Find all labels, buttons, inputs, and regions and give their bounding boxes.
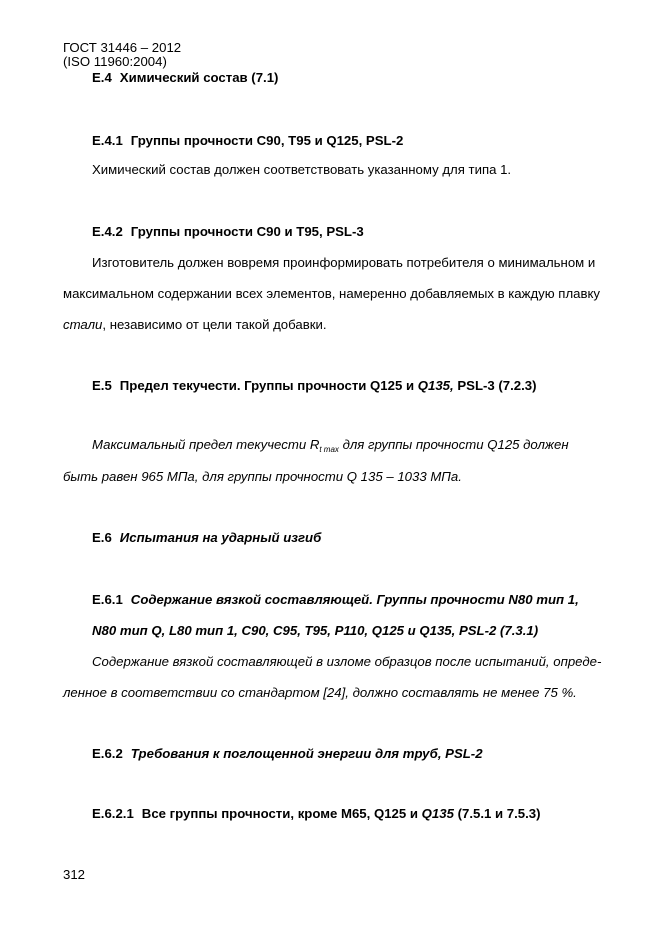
section-number: Е.4: [92, 70, 112, 85]
text-run: для группы прочности Q125 должен: [338, 437, 569, 452]
section-e42-body-line2: максимальном содержании всех элементов, намеренно добавляемых в каждую плавку: [63, 286, 600, 301]
subscript: t max: [319, 445, 339, 454]
section-number: Е.5: [92, 378, 112, 393]
section-title: Группы прочности С90 и Т95, PSL-3: [130, 224, 364, 239]
section-title: Группы прочности С90, Т95 и Q125, PSL-2: [130, 133, 404, 148]
section-title: Требования к поглощенной энергии для труб, PSL-2: [130, 746, 483, 761]
section-number: Е.6: [92, 530, 112, 545]
section-e42-body-line1: Изготовитель должен вовремя проинформировать потребителя о минимальном и: [92, 255, 596, 270]
section-e41-heading: [92, 133, 403, 149]
section-number: Е.4.2: [92, 224, 123, 239]
text-run: , независимо от цели такой добавки.: [102, 317, 327, 332]
section-e5-heading: [92, 378, 537, 394]
section-number: Е.6.1: [92, 592, 123, 607]
italic-word: стали: [63, 317, 103, 332]
section-title-suffix: (7.5.1 и 7.5.3): [453, 806, 541, 821]
section-number: Е.6.2.1: [92, 806, 134, 821]
section-e5-body-line2: быть равен 965 МПа, для группы прочности Q 135 – 1033 МПа.: [63, 469, 462, 484]
section-title: Содержание вязкой составляющей. Группы прочности N80 тип 1,: [130, 592, 579, 607]
standard-code: ГОСТ 31446 – 2012: [63, 40, 182, 55]
section-title: Предел текучести. Группы прочности Q125 и: [119, 378, 418, 393]
section-e62-heading: [92, 746, 483, 762]
section-e42-body-line3: [63, 317, 327, 333]
section-e41-body: Химический состав должен соответствовать указанному для типа 1.: [92, 162, 512, 177]
section-title: Химический состав (7.1): [119, 70, 279, 85]
section-e61-heading-line1: [92, 592, 579, 608]
section-e4-heading: [92, 70, 278, 86]
section-e5-body-line1: [92, 437, 569, 458]
section-e42-heading: [92, 224, 364, 240]
section-e61-heading-line2: N80 тип Q, L80 тип 1, С90, С95, Т95, Р110, Q125 и Q135, PSL-2 (7.3.1): [92, 623, 539, 638]
page-number: 312: [63, 867, 86, 882]
iso-reference: (ISO 11960:2004): [63, 54, 167, 69]
section-e6-heading: [92, 530, 321, 546]
section-e621-heading: [92, 806, 540, 822]
section-number: Е.4.1: [92, 133, 123, 148]
section-title: Испытания на ударный изгиб: [119, 530, 322, 545]
section-title: Все группы прочности, кроме М65, Q125 и: [141, 806, 422, 821]
section-e61-body-line1: Содержание вязкой составляющей в изломе образцов после испытаний, опреде-: [92, 654, 602, 669]
section-title-suffix: PSL-3 (7.2.3): [453, 378, 537, 393]
section-title-italic: Q135,: [417, 378, 454, 393]
section-title-italic: Q135: [421, 806, 454, 821]
section-number: Е.6.2: [92, 746, 123, 761]
text-run: Максимальный предел текучести R: [92, 437, 320, 452]
section-e61-body-line2: ленное в соответствии со стандартом [24], должно составлять не менее 75 %.: [63, 685, 577, 700]
